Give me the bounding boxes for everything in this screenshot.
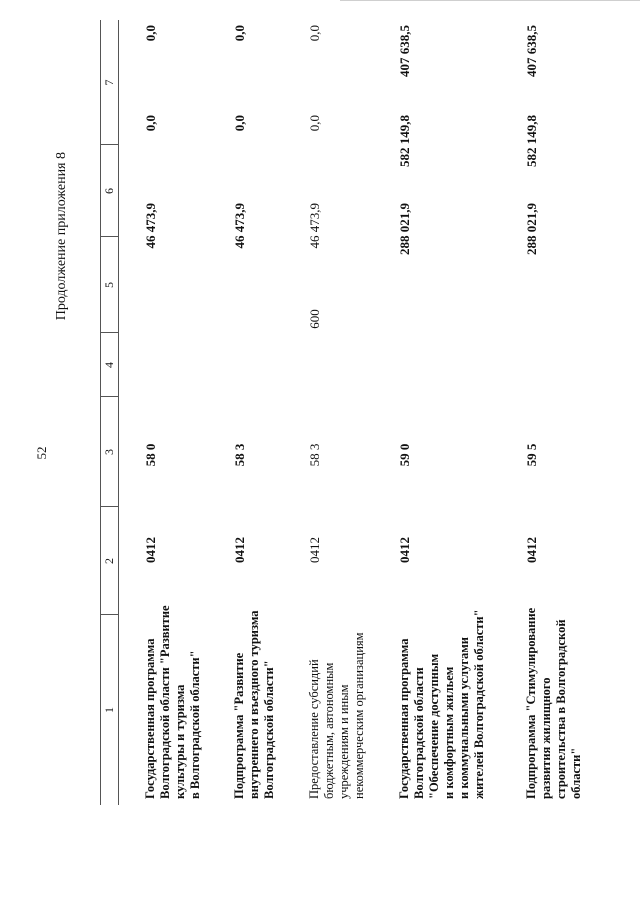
row-amount-2: 582 149,8 [397, 115, 412, 167]
row-amount-3: 0,0 [232, 25, 247, 42]
header-col-6: 6 [102, 188, 116, 194]
continuation-label: Продолжение приложения 8 [54, 152, 69, 321]
header-col-5: 5 [102, 282, 116, 288]
row-name: Государственная программа Волгоградской области "Обеспечение доступным и комфортным жильем и коммунальными услугами жителей Волгоградской области" [397, 609, 486, 799]
row-amount-2: 0,0 [307, 115, 322, 132]
row-target-code: 58 0 [143, 443, 158, 467]
row-amount-1: 288 021,9 [397, 203, 412, 255]
row-amount-2: 0,0 [232, 115, 247, 132]
row-section-code: 0412 [232, 537, 247, 563]
row-amount-1: 46 473,9 [307, 203, 322, 249]
row-target-code: 58 3 [232, 443, 247, 467]
row-section-code: 0412 [143, 537, 158, 563]
row-amount-1: 288 021,9 [524, 203, 539, 255]
row-name: Подпрограмма "Стимулирование развития жилищного строительства в Волгоградской области" [524, 607, 583, 799]
row-target-code: 59 0 [397, 443, 412, 467]
page-number: 52 [34, 446, 49, 460]
row-target-code: 58 3 [307, 443, 322, 467]
header-col-1: 1 [102, 707, 116, 713]
row-amount-1: 46 473,9 [232, 203, 247, 249]
header-col-4: 4 [102, 362, 116, 368]
row-name: Подпрограмма "Развитие внутреннего и въездного туризма Волгоградской области" [232, 610, 276, 799]
row-amount-3: 407 638,5 [397, 25, 412, 77]
row-amount-3: 0,0 [143, 25, 158, 42]
row-name: Государственная программа Волгоградской области "Развитие культуры и туризма в Волгоградской области" [143, 605, 202, 799]
row-target-code: 59 5 [524, 443, 539, 467]
row-amount-3: 407 638,5 [524, 25, 539, 77]
row-amount-2: 582 149,8 [524, 115, 539, 167]
header-bottom-line [118, 20, 119, 805]
row-expense-type: 600 [307, 309, 322, 329]
row-amount-2: 0,0 [143, 115, 158, 132]
header-col-7: 7 [102, 79, 116, 86]
row-name: Предоставление субсидий бюджетным, автономным учреждениям и иным некоммерческим организациям [307, 632, 366, 799]
row-section-code: 0412 [524, 537, 539, 563]
row-amount-1: 46 473,9 [143, 203, 158, 249]
row-section-code: 0412 [307, 537, 322, 563]
header-col-3: 3 [102, 449, 116, 455]
row-amount-3: 0,0 [307, 25, 322, 42]
row-section-code: 0412 [397, 537, 412, 563]
header-col-2: 2 [102, 558, 116, 564]
